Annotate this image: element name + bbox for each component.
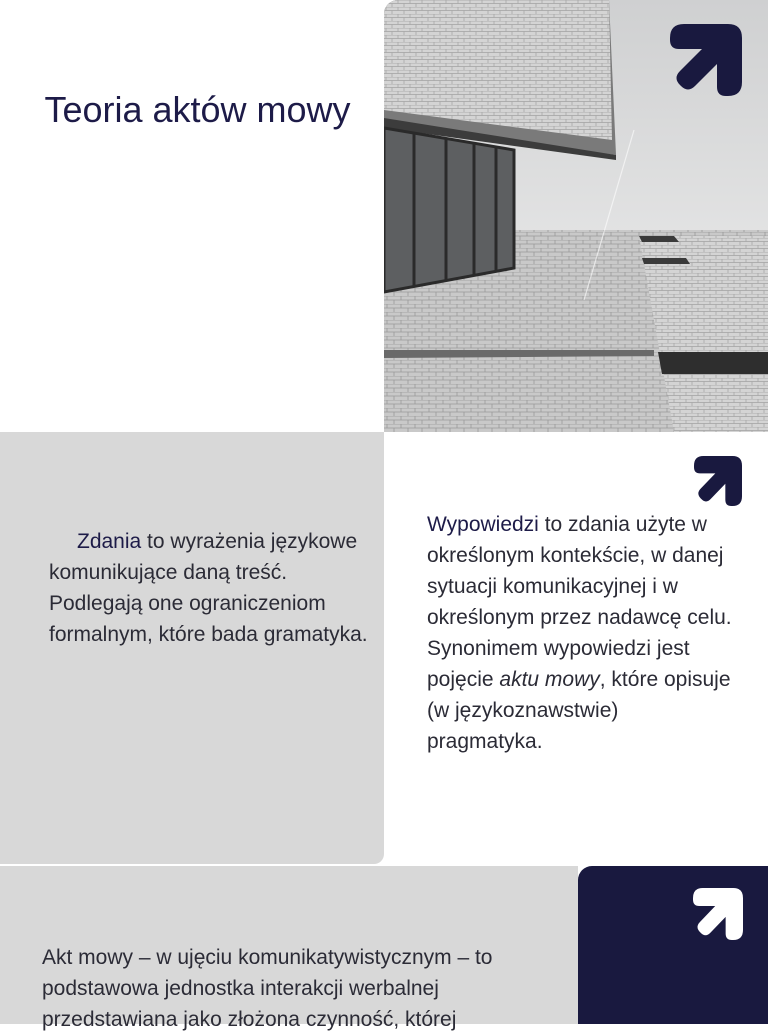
wypowiedzi-definition-2: , które opisuje (w językoznawstwie) pragmatyka.: [427, 668, 731, 753]
wypowiedzi-term: Wypowiedzi: [427, 513, 539, 536]
arrow-up-right-icon: [694, 456, 742, 506]
arrow-up-right-icon: [693, 888, 743, 940]
zdania-paragraph: [49, 526, 369, 650]
zdania-definition: to wyrażenia językowe komunikujące daną treść. Podlegają one ograniczeniom formalnym, które bada gramatyka.: [49, 530, 368, 646]
wypowiedzi-definition-1: to zdania użyte w określonym kontekście, w danej sytuacji komunikacyjnej i w określonym przez nadawcę celu. Synonimem wypowiedzi jest pojęcie: [427, 513, 732, 691]
zdania-term: Zdania: [77, 530, 142, 553]
arrow-up-right-icon: [670, 24, 742, 96]
page-title: Teoria aktów mowy: [44, 89, 351, 130]
wypowiedzi-emphasis: aktu mowy: [499, 668, 600, 691]
title-panel: [0, 0, 384, 432]
akt-mowy-paragraph: Akt mowy – w ujęciu komunikatywistycznym – to podstawowa jednostka interakcji werbalnej przedstawiana jako złożona czynność, której: [42, 946, 493, 1031]
wypowiedzi-paragraph: [427, 509, 737, 757]
